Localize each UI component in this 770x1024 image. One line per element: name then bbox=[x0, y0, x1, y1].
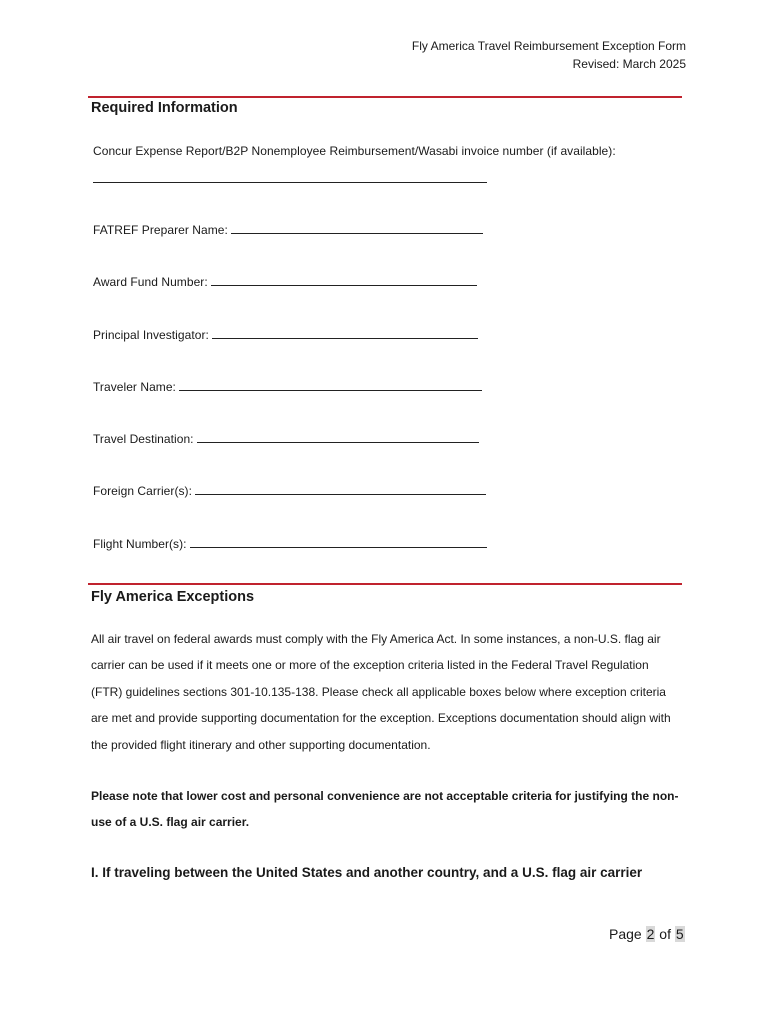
current-page: 2 bbox=[646, 926, 655, 942]
form-title: Fly America Travel Reimbursement Exception Form bbox=[411, 39, 686, 53]
invoice-number-line[interactable] bbox=[93, 171, 487, 183]
traveler-name-field[interactable] bbox=[93, 379, 482, 394]
required-info-title: Required Information bbox=[91, 100, 238, 116]
flight-number-field[interactable] bbox=[93, 536, 487, 551]
section-divider bbox=[88, 96, 682, 98]
award-fund-number-field[interactable] bbox=[93, 274, 477, 289]
preparer-name-line[interactable] bbox=[231, 222, 483, 234]
exceptions-note: Please note that lower cost and personal convenience are not acceptable criteria for justifying the non-use of a U.S. flag air carrier. bbox=[91, 789, 679, 830]
travel-destination-line[interactable] bbox=[197, 431, 479, 443]
subsection-heading: I. If traveling between the United States and another country, and a U.S. flag air carrier bbox=[91, 865, 643, 880]
revised-date: Revised: March 2025 bbox=[572, 57, 686, 71]
principal-investigator-line[interactable] bbox=[212, 327, 478, 339]
traveler-name-line[interactable] bbox=[179, 379, 482, 391]
page-word: Page bbox=[609, 926, 642, 942]
foreign-carrier-line[interactable] bbox=[195, 483, 486, 495]
exceptions-title: Fly America Exceptions bbox=[91, 589, 255, 605]
traveler-name-label: Traveler Name: bbox=[93, 380, 176, 394]
principal-investigator-field[interactable] bbox=[93, 327, 478, 342]
of-word: of bbox=[659, 926, 671, 942]
total-pages: 5 bbox=[675, 926, 684, 942]
award-fund-number-label: Award Fund Number: bbox=[93, 275, 208, 289]
travel-destination-field[interactable] bbox=[93, 431, 479, 446]
preparer-name-label: FATREF Preparer Name: bbox=[93, 223, 228, 237]
page-indicator bbox=[609, 926, 685, 942]
travel-destination-label: Travel Destination: bbox=[93, 432, 194, 446]
foreign-carrier-label: Foreign Carrier(s): bbox=[93, 484, 192, 498]
invoice-number-field[interactable] bbox=[93, 171, 487, 186]
flight-number-line[interactable] bbox=[190, 536, 487, 548]
flight-number-label: Flight Number(s): bbox=[93, 537, 187, 551]
preparer-name-field[interactable] bbox=[93, 222, 483, 237]
foreign-carrier-field[interactable] bbox=[93, 483, 486, 498]
principal-investigator-label: Principal Investigator: bbox=[93, 328, 209, 342]
exceptions-paragraph: All air travel on federal awards must comply with the Fly America Act. In some instances, a non-U.S. flag air carrier can be used if it meets one or more of the exception criteria listed in the Federal Travel Regulation (FTR) guidelines sections 301-10.135-138. Please check all applicable boxes below where exception criteria are met and provide supporting documentation for the exception. Exceptions documentation should align with the provided flight itinerary and other supporting documentation. bbox=[91, 632, 671, 752]
award-fund-number-line[interactable] bbox=[211, 274, 477, 286]
invoice-number-label: Concur Expense Report/B2P Nonemployee Reimbursement/Wasabi invoice number (if available): bbox=[93, 144, 616, 158]
section-divider bbox=[88, 583, 682, 585]
